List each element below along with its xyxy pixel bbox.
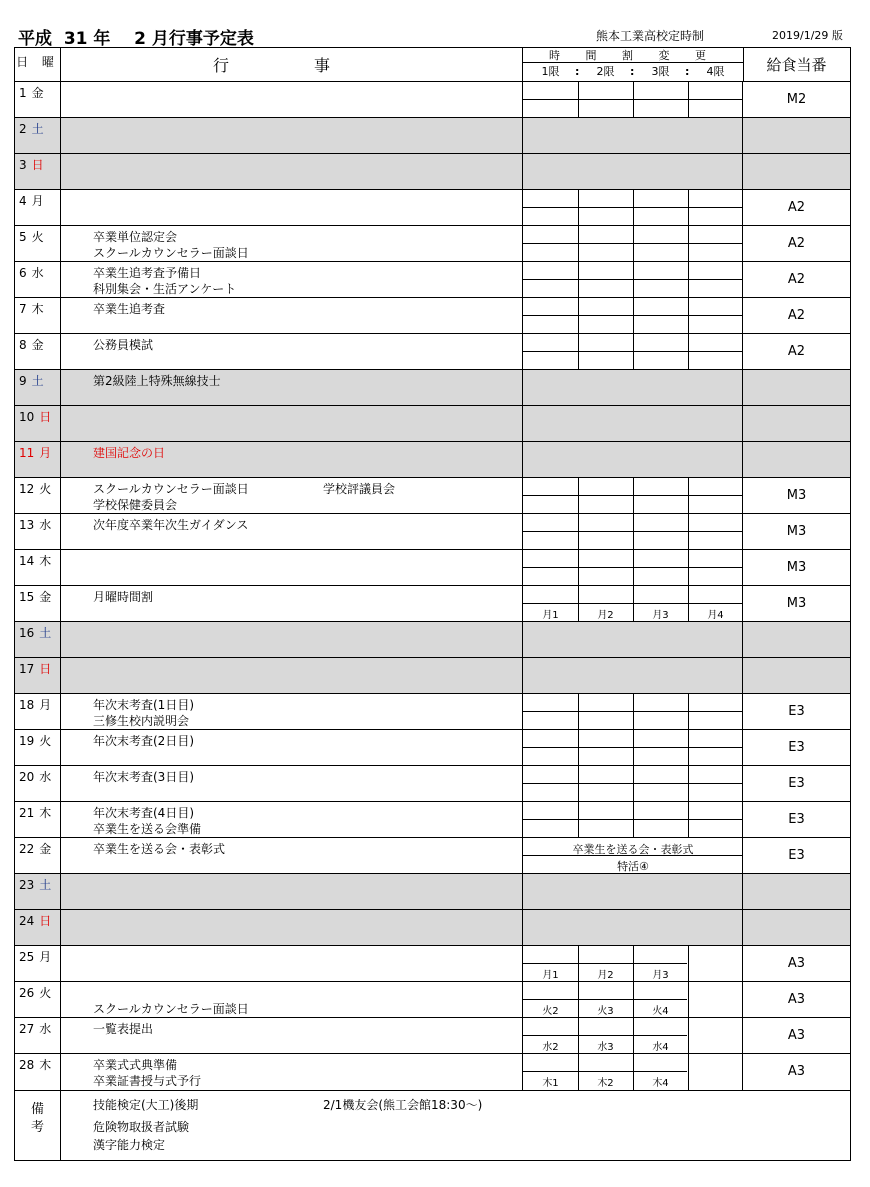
day-number: 22	[19, 842, 35, 856]
day-number: 25	[19, 950, 35, 964]
day-of-week: 土	[31, 122, 44, 136]
event-text: 第2級陸上特殊無線技士	[93, 374, 221, 388]
day-of-week: 金	[31, 338, 44, 352]
day-cell	[15, 514, 61, 549]
timetable-note: 特活④	[617, 860, 649, 873]
day-of-week: 月	[31, 194, 44, 208]
period-cell: 火2	[542, 1006, 559, 1017]
event-text: 科別集会・生活アンケート	[93, 282, 237, 296]
day-cell	[15, 118, 61, 153]
events-cell	[61, 190, 523, 225]
day-of-week: 金	[31, 86, 44, 100]
day-of-week: 土	[39, 878, 52, 892]
lunch-column-header: 給食当番	[766, 56, 827, 74]
table-row	[15, 406, 850, 442]
timetable-cell	[523, 478, 743, 513]
day-number: 2	[19, 122, 27, 136]
lunch-duty-cell: A2	[787, 272, 806, 287]
schedule-rows	[15, 82, 850, 1091]
table-row	[15, 946, 850, 982]
lunch-duty-cell	[743, 442, 850, 477]
events-cell	[61, 766, 523, 801]
day-number: 3	[19, 158, 27, 172]
period-cell: 月2	[597, 610, 614, 621]
lunch-duty-cell: A2	[787, 236, 806, 251]
event-text: 学校評議員会	[323, 482, 396, 496]
day-cell	[15, 298, 61, 333]
day-of-week: 火	[39, 734, 52, 748]
lunch-duty-cell	[743, 874, 850, 909]
event-text: 月曜時間割	[93, 590, 154, 604]
day-of-week: 木	[39, 554, 52, 568]
event-text: 次年度卒業年次生ガイダンス	[93, 518, 249, 532]
day-cell	[15, 874, 61, 909]
table-row	[15, 298, 850, 334]
lunch-duty-cell	[743, 622, 850, 657]
day-number: 24	[19, 914, 35, 928]
notes-label-char: 考	[30, 1120, 44, 1135]
table-row	[15, 874, 850, 910]
timetable-cell	[523, 118, 743, 153]
day-number: 16	[19, 626, 35, 640]
table-row	[15, 730, 850, 766]
timetable-cell	[523, 838, 743, 873]
table-row	[15, 226, 850, 262]
event-text: 一覧表提出	[93, 1022, 154, 1036]
period-cell: 月2	[597, 970, 614, 981]
day-cell	[15, 694, 61, 729]
events-cell	[61, 622, 523, 657]
timetable-cell	[523, 1054, 743, 1090]
events-cell	[61, 730, 523, 765]
table-row	[15, 514, 850, 550]
period-cell: 月3	[652, 610, 669, 621]
event-text: スクールカウンセラー面談日	[93, 246, 249, 260]
period-cell: 木4	[652, 1078, 669, 1089]
table-row	[15, 334, 850, 370]
day-number: 4	[19, 194, 27, 208]
table-row	[15, 658, 850, 694]
events-cell	[61, 298, 523, 333]
day-cell	[15, 586, 61, 621]
period-cell: 水2	[542, 1042, 559, 1053]
lunch-duty-cell: A3	[787, 956, 806, 971]
period-separator: :	[685, 65, 690, 78]
events-cell	[61, 118, 523, 153]
day-of-week: 日	[39, 662, 52, 676]
events-cell	[61, 226, 523, 261]
event-text: 三修生校内説明会	[93, 714, 190, 728]
table-row	[15, 766, 850, 802]
day-number: 28	[19, 1058, 35, 1072]
day-cell	[15, 550, 61, 585]
event-text: 建国記念の日	[93, 446, 166, 460]
lunch-duty-cell	[743, 658, 850, 693]
period-cell: 木2	[597, 1078, 614, 1089]
notes-label-char: 備	[30, 1102, 44, 1117]
event-text: 公務員模試	[93, 338, 154, 352]
lunch-duty-cell: A2	[787, 344, 806, 359]
day-cell	[15, 370, 61, 405]
day-number: 13	[19, 518, 35, 532]
note-line: 技能検定(大工)後期	[93, 1098, 199, 1112]
day-cell	[15, 190, 61, 225]
lunch-duty-cell: A3	[787, 992, 806, 1007]
day-column-header: 日 曜	[15, 48, 61, 81]
lunch-duty-cell: A2	[787, 308, 806, 323]
timetable-cell	[523, 802, 743, 837]
day-of-week: 金	[39, 842, 52, 856]
table-row	[15, 838, 850, 874]
table-row	[15, 910, 850, 946]
timetable-cell	[523, 334, 743, 369]
timetable-cell	[523, 874, 743, 909]
lunch-duty-cell: E3	[788, 812, 805, 827]
events-cell	[61, 370, 523, 405]
timetable-cell	[523, 550, 743, 585]
table-row	[15, 802, 850, 838]
period-cell: 水3	[597, 1042, 614, 1053]
lunch-duty-cell: M3	[786, 524, 807, 539]
day-of-week: 木	[31, 302, 44, 316]
period-cell: 火4	[652, 1006, 669, 1017]
events-cell	[61, 910, 523, 945]
timetable-cell	[523, 298, 743, 333]
timetable-cell	[523, 190, 743, 225]
events-cell	[61, 586, 523, 621]
table-row	[15, 478, 850, 514]
timetable-cell	[523, 586, 743, 621]
day-number: 7	[19, 302, 27, 316]
period-cell: 木1	[542, 1078, 559, 1089]
timetable-cell	[523, 730, 743, 765]
timetable-cell	[523, 442, 743, 477]
events-cell	[61, 478, 523, 513]
table-header	[15, 48, 850, 82]
table-row	[15, 82, 850, 118]
lunch-duty-cell: A3	[787, 1028, 806, 1043]
day-of-week: 土	[31, 374, 44, 388]
events-cell	[61, 946, 523, 981]
timetable-cell	[523, 658, 743, 693]
event-text: スクールカウンセラー面談日	[93, 482, 249, 496]
timetable-cell	[523, 982, 743, 1017]
event-text: 年次末考査(3日目)	[93, 770, 194, 784]
day-of-week: 土	[39, 626, 52, 640]
lunch-duty-cell: E3	[788, 704, 805, 719]
day-number: 6	[19, 266, 27, 280]
note-right: 2/1機友会(熊工会館18:30～)	[323, 1098, 483, 1112]
timetable-cell	[523, 766, 743, 801]
timetable-title: 時 間 割 変 更	[523, 48, 743, 63]
lunch-duty-cell	[743, 910, 850, 945]
timetable-cell	[523, 406, 743, 441]
events-cell	[61, 334, 523, 369]
day-cell	[15, 154, 61, 189]
lunch-duty-cell	[743, 154, 850, 189]
table-row	[15, 262, 850, 298]
timetable-column-header	[523, 48, 744, 81]
timetable-cell	[523, 370, 743, 405]
table-row	[15, 154, 850, 190]
day-cell	[15, 658, 61, 693]
day-number: 26	[19, 986, 35, 1000]
event-text: 年次末考査(2日目)	[93, 734, 194, 748]
day-number: 17	[19, 662, 35, 676]
timetable-note: 卒業生を送る会・表彰式	[572, 843, 694, 856]
day-of-week: 木	[39, 806, 52, 820]
day-of-week: 水	[39, 518, 52, 532]
day-of-week: 水	[39, 1022, 52, 1036]
period-cell: 月3	[652, 970, 669, 981]
day-of-week: 水	[39, 770, 52, 784]
period-header: 2限	[596, 65, 615, 78]
table-row	[15, 370, 850, 406]
period-header: 3限	[651, 65, 670, 78]
table-row	[15, 1054, 850, 1091]
lunch-duty-cell: A3	[787, 1064, 806, 1079]
table-row	[15, 622, 850, 658]
events-cell	[61, 802, 523, 837]
day-number: 8	[19, 338, 27, 352]
event-text: 年次末考査(4日目)	[93, 806, 194, 820]
day-number: 5	[19, 230, 27, 244]
events-cell	[61, 550, 523, 585]
day-cell	[15, 730, 61, 765]
events-cell	[61, 262, 523, 297]
timetable-cell	[523, 1018, 743, 1053]
event-text: 卒業生を送る会準備	[93, 822, 202, 836]
day-number: 10	[19, 410, 35, 424]
day-of-week: 火	[39, 482, 52, 496]
version-label: 2019/1/29 版	[772, 29, 843, 42]
day-cell	[15, 622, 61, 657]
table-row	[15, 550, 850, 586]
day-cell	[15, 226, 61, 261]
timetable-cell	[523, 82, 743, 117]
event-text: 卒業生追考査予備日	[93, 266, 202, 280]
table-row	[15, 118, 850, 154]
page-title: 平成 31 年 2 月行事予定表	[18, 29, 254, 49]
lunch-duty-cell: E3	[788, 740, 805, 755]
events-cell	[61, 82, 523, 117]
period-header: 4限	[706, 65, 725, 78]
day-of-week: 月	[39, 446, 52, 460]
lunch-duty-cell: M2	[786, 92, 807, 107]
lunch-duty-cell	[743, 370, 850, 405]
event-text: 卒業式式典準備	[93, 1058, 178, 1072]
day-cell	[15, 910, 61, 945]
day-cell	[15, 1054, 61, 1090]
lunch-duty-cell: E3	[788, 848, 805, 863]
period-cell: 月4	[707, 610, 724, 621]
event-text: 卒業単位認定会	[93, 230, 178, 244]
lunch-duty-cell: M3	[786, 560, 807, 575]
period-cell: 月1	[542, 970, 559, 981]
lunch-duty-cell: A2	[787, 200, 806, 215]
events-cell	[61, 1018, 523, 1053]
events-column-header: 行 事	[61, 48, 523, 81]
events-cell	[61, 874, 523, 909]
day-of-week: 水	[31, 266, 44, 280]
day-number: 15	[19, 590, 35, 604]
day-number: 27	[19, 1022, 35, 1036]
day-of-week: 金	[39, 590, 52, 604]
lunch-duty-cell	[743, 118, 850, 153]
day-cell	[15, 406, 61, 441]
timetable-cell	[523, 262, 743, 297]
event-text: 卒業生を送る会・表彰式	[93, 842, 226, 856]
timetable-cell	[523, 154, 743, 189]
table-row	[15, 586, 850, 622]
events-cell	[61, 658, 523, 693]
day-cell	[15, 334, 61, 369]
notes-label	[15, 1091, 61, 1160]
day-cell	[15, 82, 61, 117]
table-row	[15, 694, 850, 730]
timetable-cell	[523, 946, 743, 981]
period-separator: :	[630, 65, 635, 78]
day-number: 9	[19, 374, 27, 388]
event-text: 学校保健委員会	[93, 498, 178, 512]
events-cell	[61, 694, 523, 729]
period-cell: 火3	[597, 1006, 614, 1017]
table-row	[15, 442, 850, 478]
events-cell	[61, 514, 523, 549]
table-row	[15, 1018, 850, 1054]
day-number: 12	[19, 482, 35, 496]
day-of-week: 月	[39, 950, 52, 964]
events-cell	[61, 982, 523, 1017]
day-number: 21	[19, 806, 35, 820]
day-cell	[15, 982, 61, 1017]
day-cell	[15, 802, 61, 837]
events-cell	[61, 838, 523, 873]
schedule-table	[14, 47, 851, 1161]
lunch-duty-cell	[743, 406, 850, 441]
day-cell	[15, 946, 61, 981]
period-cell: 水4	[652, 1042, 669, 1053]
note-line: 漢字能力検定	[93, 1138, 166, 1152]
school-name: 熊本工業高校定時制	[596, 29, 705, 43]
day-of-week: 火	[31, 230, 44, 244]
day-number: 23	[19, 878, 35, 892]
event-text: 卒業証書授与式予行	[93, 1074, 202, 1088]
timetable-cell	[523, 514, 743, 549]
day-of-week: 火	[39, 986, 52, 1000]
day-cell	[15, 442, 61, 477]
lunch-duty-cell: E3	[788, 776, 805, 791]
table-row	[15, 982, 850, 1018]
day-cell	[15, 262, 61, 297]
events-cell	[61, 1054, 523, 1090]
period-separator: :	[575, 65, 580, 78]
period-cell: 月1	[542, 610, 559, 621]
timetable-cell	[523, 226, 743, 261]
day-of-week: 日	[31, 158, 44, 172]
day-cell	[15, 838, 61, 873]
note-line: 危険物取扱者試験	[93, 1120, 190, 1134]
lunch-duty-cell: M3	[786, 596, 807, 611]
day-number: 20	[19, 770, 35, 784]
day-number: 19	[19, 734, 35, 748]
day-number: 14	[19, 554, 35, 568]
timetable-cell	[523, 622, 743, 657]
notes-section	[15, 1091, 850, 1160]
day-number: 18	[19, 698, 35, 712]
events-cell	[61, 406, 523, 441]
day-of-week: 木	[39, 1058, 52, 1072]
day-number: 1	[19, 86, 27, 100]
period-header: 1限	[541, 65, 560, 78]
event-text: スクールカウンセラー面談日	[93, 1002, 249, 1016]
lunch-duty-cell: M3	[786, 488, 807, 503]
timetable-cell	[523, 910, 743, 945]
day-of-week: 月	[39, 698, 52, 712]
events-cell	[61, 442, 523, 477]
timetable-cell	[523, 694, 743, 729]
day-of-week: 日	[39, 410, 52, 424]
day-cell	[15, 1018, 61, 1053]
day-number: 11	[19, 446, 35, 460]
events-cell	[61, 154, 523, 189]
event-text: 卒業生追考査	[93, 302, 166, 316]
table-row	[15, 190, 850, 226]
day-cell	[15, 766, 61, 801]
event-text: 年次末考査(1日目)	[93, 698, 194, 712]
day-of-week: 日	[39, 914, 52, 928]
day-cell	[15, 478, 61, 513]
